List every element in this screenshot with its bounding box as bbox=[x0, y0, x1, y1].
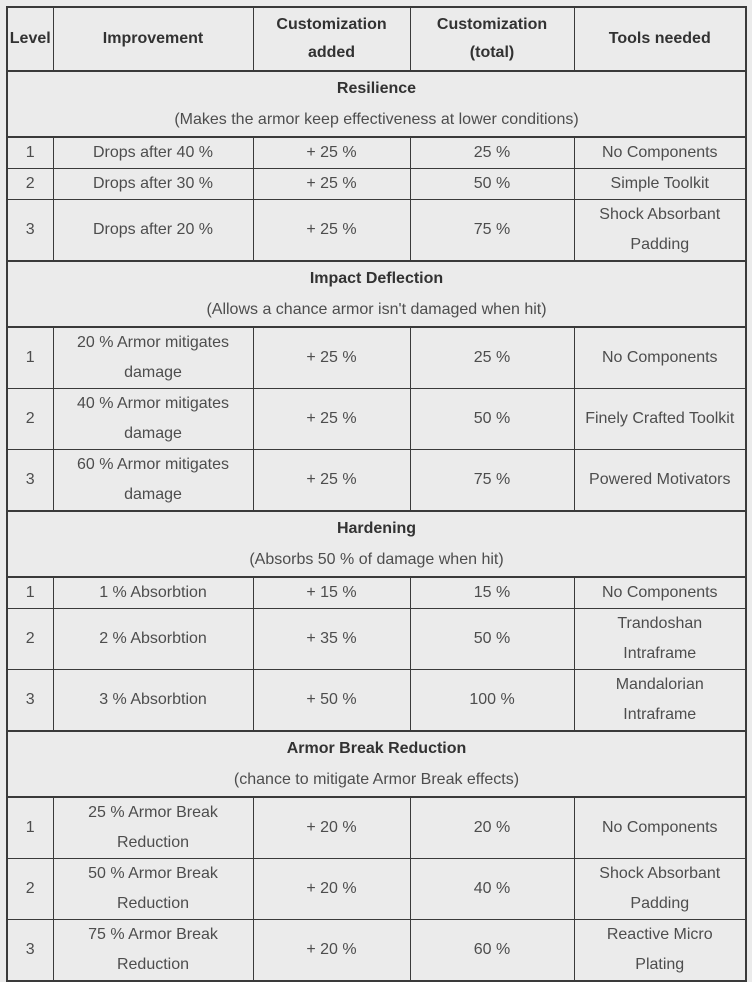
cell-level: 1 bbox=[7, 327, 53, 389]
cell-tools-needed: Shock Absorbant Padding bbox=[574, 859, 746, 920]
table-row bbox=[7, 920, 746, 982]
cell-tools-needed: No Components bbox=[574, 577, 746, 609]
col-header-level: Level bbox=[7, 7, 53, 71]
cell-customization-total: 50 % bbox=[410, 389, 574, 450]
cell-customization-added: + 50 % bbox=[253, 670, 410, 732]
cell-customization-added: + 25 % bbox=[253, 169, 410, 200]
armor-customization-table bbox=[6, 6, 747, 982]
table-row bbox=[7, 797, 746, 859]
col-header-customization-total: Customization (total) bbox=[410, 7, 574, 71]
table-row bbox=[7, 859, 746, 920]
section-header-cell bbox=[7, 261, 746, 327]
cell-tools-needed bbox=[574, 670, 746, 732]
section-subtitle: (Absorbs 50 % of damage when hit) bbox=[249, 551, 504, 568]
cell-customization-added: + 25 % bbox=[253, 389, 410, 450]
cell-customization-total: 50 % bbox=[410, 169, 574, 200]
cell-level: 2 bbox=[7, 859, 53, 920]
cell-tools-needed bbox=[574, 609, 746, 670]
cell-improvement: Drops after 20 % bbox=[53, 200, 253, 262]
table-row bbox=[7, 200, 746, 262]
section-title: Armor Break Reduction bbox=[286, 740, 467, 757]
section-header-cell bbox=[7, 511, 746, 577]
cell-improvement: 75 % Armor Break Reduction bbox=[53, 920, 253, 982]
cell-improvement: 50 % Armor Break Reduction bbox=[53, 859, 253, 920]
cell-level: 3 bbox=[7, 450, 53, 512]
cell-customization-total: 75 % bbox=[410, 200, 574, 262]
section-header-cell bbox=[7, 731, 746, 797]
cell-customization-added: + 25 % bbox=[253, 137, 410, 169]
cell-improvement: Drops after 30 % bbox=[53, 169, 253, 200]
cell-improvement: 1 % Absorbtion bbox=[53, 577, 253, 609]
table-row bbox=[7, 609, 746, 670]
col-header-customization-added: Customization added bbox=[253, 7, 410, 71]
table-row bbox=[7, 137, 746, 169]
section-title: Hardening bbox=[336, 520, 417, 537]
section-header-row-impact-deflection bbox=[7, 261, 746, 327]
cell-level: 2 bbox=[7, 169, 53, 200]
col-header-tools-needed: Tools needed bbox=[574, 7, 746, 71]
cell-improvement: 60 % Armor mitigates damage bbox=[53, 450, 253, 512]
cell-level: 2 bbox=[7, 609, 53, 670]
cell-customization-total: 100 % bbox=[410, 670, 574, 732]
cell-tools-needed: Finely Crafted Toolkit bbox=[574, 389, 746, 450]
cell-level: 1 bbox=[7, 137, 53, 169]
cell-customization-total: 25 % bbox=[410, 137, 574, 169]
cell-customization-total: 15 % bbox=[410, 577, 574, 609]
tools-needed-text: Trandoshan Intraframe bbox=[617, 615, 703, 662]
cell-customization-total: 50 % bbox=[410, 609, 574, 670]
cell-tools-needed: Simple Toolkit bbox=[574, 169, 746, 200]
table-row bbox=[7, 169, 746, 200]
cell-level: 3 bbox=[7, 670, 53, 732]
cell-customization-added: + 35 % bbox=[253, 609, 410, 670]
cell-customization-added: + 25 % bbox=[253, 200, 410, 262]
cell-customization-added: + 25 % bbox=[253, 327, 410, 389]
cell-tools-needed: Powered Motivators bbox=[574, 450, 746, 512]
cell-improvement: 3 % Absorbtion bbox=[53, 670, 253, 732]
table-row bbox=[7, 327, 746, 389]
section-header-row-resilience bbox=[7, 71, 746, 137]
cell-tools-needed: No Components bbox=[574, 327, 746, 389]
cell-improvement: 2 % Absorbtion bbox=[53, 609, 253, 670]
section-title: Resilience bbox=[336, 80, 417, 97]
cell-tools-needed: No Components bbox=[574, 797, 746, 859]
section-header-row-hardening bbox=[7, 511, 746, 577]
cell-customization-added: + 20 % bbox=[253, 920, 410, 982]
cell-tools-needed: No Components bbox=[574, 137, 746, 169]
table-row bbox=[7, 450, 746, 512]
cell-customization-added: + 20 % bbox=[253, 797, 410, 859]
cell-level: 1 bbox=[7, 577, 53, 609]
table-row bbox=[7, 389, 746, 450]
cell-customization-total: 75 % bbox=[410, 450, 574, 512]
cell-customization-total: 20 % bbox=[410, 797, 574, 859]
table-row bbox=[7, 577, 746, 609]
cell-tools-needed: Shock Absorbant Padding bbox=[574, 200, 746, 262]
cell-customization-total: 25 % bbox=[410, 327, 574, 389]
column-header-row bbox=[7, 7, 746, 71]
cell-level: 3 bbox=[7, 920, 53, 982]
cell-customization-total: 40 % bbox=[410, 859, 574, 920]
cell-level: 2 bbox=[7, 389, 53, 450]
cell-tools-needed: Reactive Micro Plating bbox=[574, 920, 746, 982]
section-subtitle: (chance to mitigate Armor Break effects) bbox=[233, 771, 520, 788]
col-header-improvement: Improvement bbox=[53, 7, 253, 71]
cell-level: 1 bbox=[7, 797, 53, 859]
section-subtitle: (Makes the armor keep effectiveness at lower conditions) bbox=[174, 111, 579, 128]
cell-improvement: 40 % Armor mitigates damage bbox=[53, 389, 253, 450]
section-header-cell bbox=[7, 71, 746, 137]
section-title: Impact Deflection bbox=[309, 270, 444, 287]
cell-customization-added: + 20 % bbox=[253, 859, 410, 920]
cell-improvement: Drops after 40 % bbox=[53, 137, 253, 169]
cell-level: 3 bbox=[7, 200, 53, 262]
tools-needed-text: Mandalorian Intraframe bbox=[615, 676, 704, 723]
cell-improvement: 25 % Armor Break Reduction bbox=[53, 797, 253, 859]
table-row bbox=[7, 670, 746, 732]
cell-customization-added: + 15 % bbox=[253, 577, 410, 609]
cell-customization-added: + 25 % bbox=[253, 450, 410, 512]
section-subtitle: (Allows a chance armor isn't damaged when hit) bbox=[206, 301, 547, 318]
cell-customization-total: 60 % bbox=[410, 920, 574, 982]
cell-improvement: 20 % Armor mitigates damage bbox=[53, 327, 253, 389]
section-header-row-armor-break-reduction bbox=[7, 731, 746, 797]
